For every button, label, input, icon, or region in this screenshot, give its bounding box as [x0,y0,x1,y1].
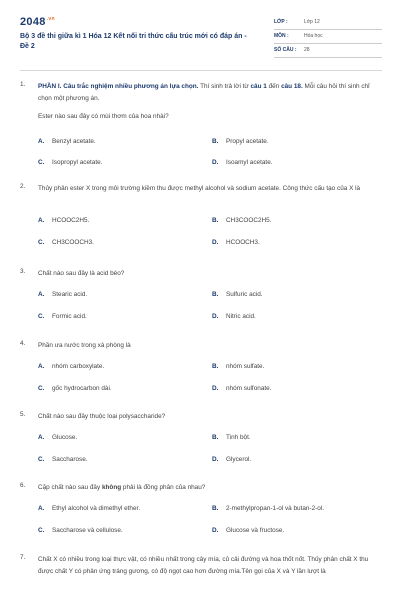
option-text: Glucose. [52,434,78,441]
question-number: 4. [20,340,26,347]
option-letter: C. [38,385,45,392]
option-d[interactable] [212,527,284,534]
option-text: nhóm sulfonate. [226,385,272,392]
option-text: Saccharose và cellulose. [52,527,123,534]
question-stem: Ester nào sau đây có mùi thơm của hoa nhài? [38,113,169,120]
option-text: HCOOCH3. [226,239,260,246]
header-divider [20,70,382,71]
option-letter: B. [212,363,219,370]
option-b[interactable] [212,217,271,224]
option-letter: A. [38,291,45,298]
document-title: Bộ 3 đề thi giữa kì 1 Hóa 12 Kết nối tri thức cấu trúc mới có đáp án - Đề 2 [20,33,247,50]
option-text: Tinh bột. [226,434,251,441]
site-logo[interactable] [20,16,55,28]
option-text: CH3COOC2H5. [226,217,272,224]
header [20,16,382,58]
question-text-emphasis: không [101,484,122,491]
option-letter: B. [212,434,219,441]
option-d[interactable] [212,159,273,166]
meta-value: Lớp 12 [304,19,320,25]
part-label: PHẦN I. Câu trắc nghiệm nhiều phương án lựa chọn. [38,83,199,90]
option-letter: C. [38,527,45,534]
meta-row-class [274,16,382,30]
option-letter: D. [212,313,219,320]
option-text: nhóm sulfate. [226,363,265,370]
option-letter: A. [38,363,45,370]
option-c[interactable] [38,527,123,534]
logo-main: 2048 [20,16,46,28]
range-mid: đến [266,83,282,90]
question-number: 7. [20,554,26,561]
option-text: Isopropyl acetate. [52,159,103,166]
question-number: 2. [20,183,26,190]
option-text: Sulfuric acid. [226,291,263,298]
option-d[interactable] [212,239,260,246]
option-b[interactable] [212,505,324,512]
question-text: Chất nào sau đây là acid béo? [38,270,125,277]
option-a[interactable] [38,363,104,370]
option-a[interactable] [38,505,140,512]
part-tail: Mỗi câu hỏi thí sinh chỉ chọn một phương án. [38,83,370,102]
question-text [38,81,382,104]
option-a[interactable] [38,434,77,441]
option-text: Benzyl acetate. [52,138,96,145]
option-text: Saccharose. [52,456,88,463]
option-letter: A. [38,505,45,512]
option-d[interactable] [212,313,256,320]
logo-suffix: .vn [46,16,55,23]
option-letter: A. [38,138,45,145]
meta-table [274,16,382,58]
option-text: Nitric acid. [226,313,256,320]
question-number: 3. [20,268,26,275]
option-text: HCOOC2H5. [52,217,90,224]
option-a[interactable] [38,138,96,145]
meta-row-subject [274,30,382,44]
part-text: Thí sinh trả lời từ [198,83,251,90]
option-b[interactable] [212,434,251,441]
option-d[interactable] [212,385,271,392]
option-text: gốc hydrocarbon dài. [52,385,112,392]
option-letter: C. [38,159,45,166]
question-number: 6. [20,482,26,489]
option-b[interactable] [212,138,269,145]
option-b[interactable] [212,363,264,370]
option-letter: A. [38,434,45,441]
option-text: 2-methylpropan-1-ol và butan-2-ol. [226,505,325,512]
option-letter: B. [212,291,219,298]
option-b[interactable] [212,291,263,298]
option-letter: B. [212,505,219,512]
option-letter: C. [38,313,45,320]
meta-label: LỚP : [274,19,288,25]
question-number: 5. [20,411,26,418]
question-text: Thủy phân ester X trong môi trường kiềm thu được methyl alcohol và sodium acetate. Công thức cấu tạo của X là [38,185,361,192]
option-letter: D. [212,159,219,166]
option-text: Glycerol. [226,456,252,463]
option-letter: D. [212,239,219,246]
option-text: CH3COOCH3. [52,239,94,246]
option-text: Stearic acid. [52,291,88,298]
meta-value: 28 [304,47,310,53]
option-letter: A. [38,217,45,224]
meta-label: SỐ CÂU : [274,47,297,53]
question-text-pre: Cặp chất nào sau đây [38,484,102,491]
meta-row-count [274,44,382,58]
option-letter: D. [212,385,219,392]
question-text: Chất nào sau đây thuộc loại polysaccharide? [38,413,166,420]
option-c[interactable] [38,239,94,246]
option-d[interactable] [212,456,251,463]
option-a[interactable] [38,291,87,298]
meta-value: Hóa học [304,33,323,39]
question-text-post: phải là đồng phân của nhau? [121,484,206,491]
option-letter: C. [38,239,45,246]
range-from: câu 1 [250,83,267,90]
option-letter: B. [212,217,219,224]
option-text: Propyl acetate. [226,138,269,145]
option-text: Ethyl alcohol và dimethyl ether. [52,505,141,512]
option-letter: D. [212,456,219,463]
question-text [38,482,382,494]
option-c[interactable] [38,159,102,166]
option-a[interactable] [38,217,89,224]
meta-label: MÔN : [274,33,289,39]
question-number: 1. [20,81,26,88]
option-text: nhóm carboxylate. [52,363,105,370]
option-text: Formic acid. [52,313,87,320]
option-letter: B. [212,138,219,145]
option-text: Isoamyl acetate. [226,159,273,166]
option-letter: C. [38,456,45,463]
option-c[interactable] [38,313,87,320]
option-c[interactable] [38,385,112,392]
option-text: Glucose và fructose. [226,527,285,534]
option-c[interactable] [38,456,88,463]
option-letter: D. [212,527,219,534]
range-to: câu 18. [281,83,303,90]
question-text: Chất X có nhiều trong loại thực vật, có nhiều nhất trong cây mía, củ cải đường và hoa thốt nốt. Thủy phân chất X thu được chất Y có phản ứng tráng gương, có độ ngọt cao hơn đường mía.Tên gọi của X và Y lần lượt là [38,556,369,575]
question-text: Phần ưa nước trong xà phòng là [38,342,131,349]
